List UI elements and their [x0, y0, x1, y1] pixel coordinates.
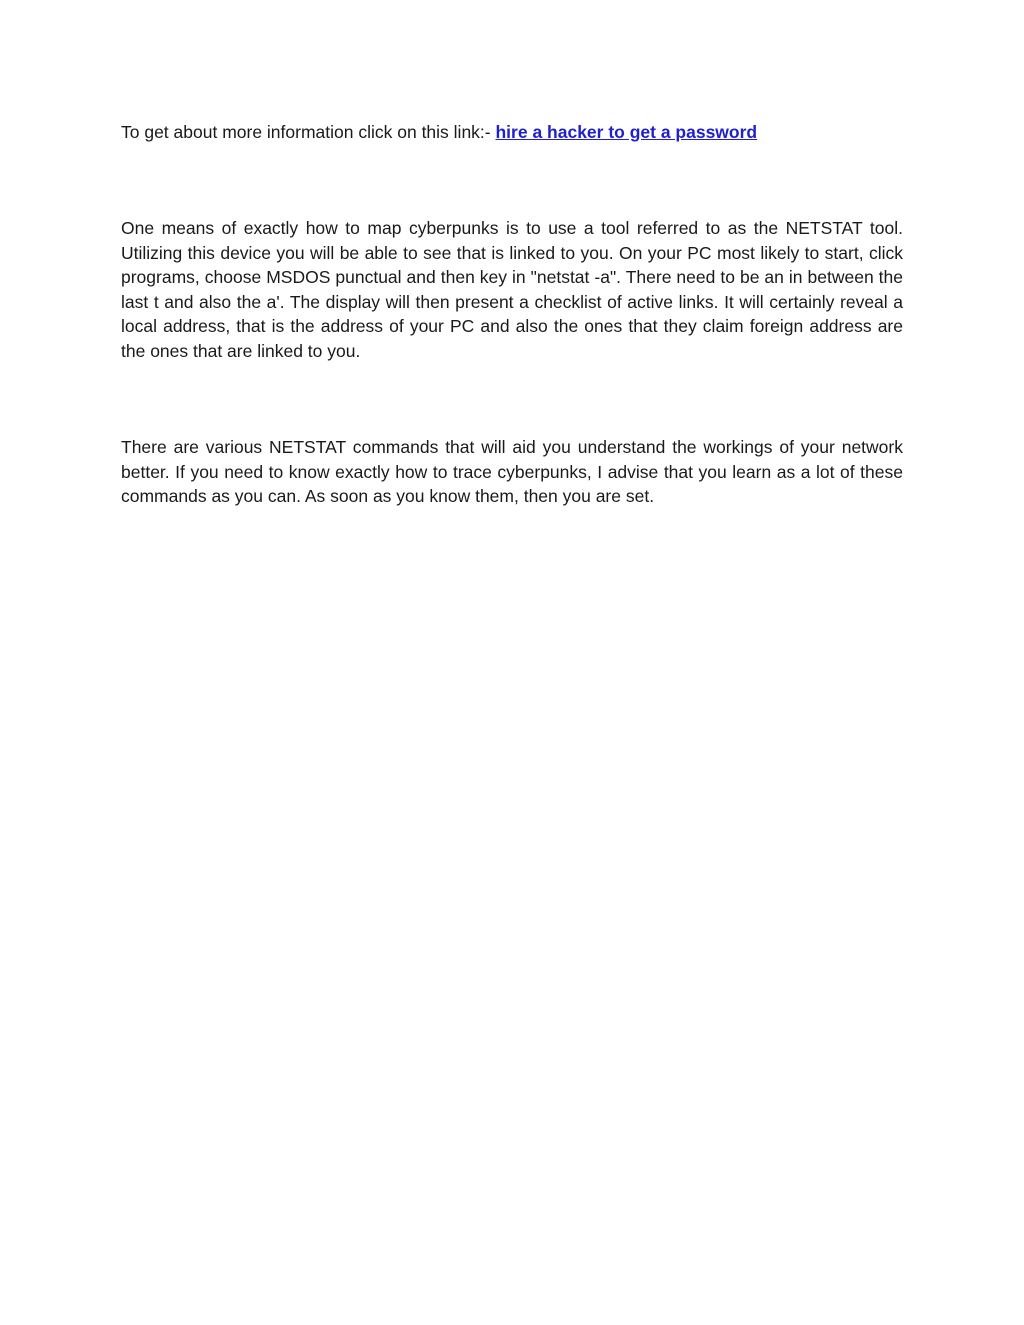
- intro-text: To get about more information click on this link:-: [121, 122, 496, 142]
- paragraph-netstat-commands: There are various NETSTAT commands that will aid you understand the workings of your network better. If you need to know exactly how to trace cyberpunks, I advise that you learn as a lot of these commands as you can. As soon as you know them, then you are set.: [121, 437, 903, 506]
- paragraph-netstat-tool: One means of exactly how to map cyberpunks is to use a tool referred to as the NETSTAT tool. Utilizing this device you will be able to see that is linked to you. On your PC most likely to start, click programs, choose MSDOS punctual and then key in "netstat -a". There need to be an in between the last t and also the a'. The display will then present a checklist of active links. It will certainly reveal a local address, that is the address of your PC and also the ones that they claim foreign address are the ones that are linked to you.: [121, 218, 903, 361]
- hire-hacker-link[interactable]: hire a hacker to get a password: [495, 122, 758, 142]
- intro-line: [121, 120, 903, 145]
